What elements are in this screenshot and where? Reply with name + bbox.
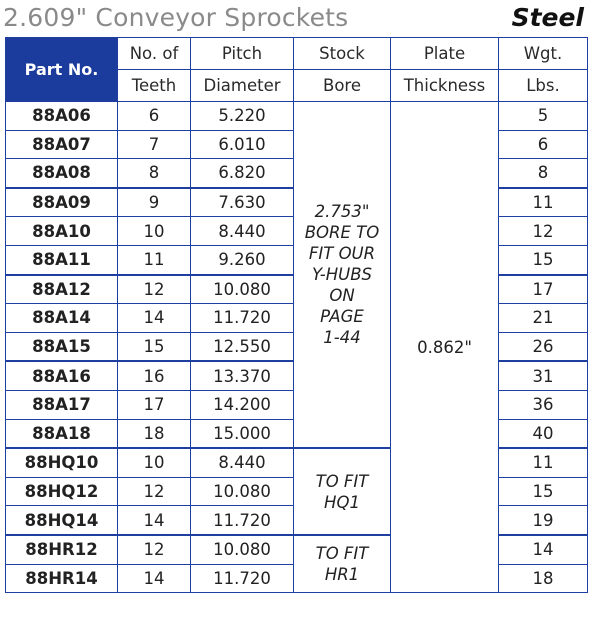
bore-note-line: BORE TO	[304, 223, 380, 243]
weight-lbs: 17	[499, 275, 588, 304]
title-row	[0, 0, 592, 36]
header-bore-line2: Bore	[294, 70, 391, 102]
header-pitch-line1: Pitch	[191, 38, 294, 70]
part-number: 88HR12	[6, 535, 118, 564]
weight-lbs: 31	[499, 361, 588, 390]
bore-note-a-series	[294, 102, 391, 449]
pitch-diameter: 5.220	[191, 102, 294, 131]
teeth-count: 14	[118, 564, 191, 593]
pitch-diameter: 6.820	[191, 159, 294, 188]
bore-note-line: PAGE	[320, 307, 364, 327]
pitch-diameter: 8.440	[191, 217, 294, 246]
teeth-count: 14	[118, 506, 191, 535]
bore-note-line: ON	[329, 286, 355, 306]
plate-thickness: 0.862"	[391, 102, 499, 593]
teeth-count: 6	[118, 102, 191, 131]
table-row	[6, 102, 588, 131]
weight-lbs: 8	[499, 159, 588, 188]
pitch-diameter: 11.720	[191, 506, 294, 535]
teeth-count: 12	[118, 275, 191, 304]
part-number: 88A06	[6, 102, 118, 131]
material-label: Steel	[511, 3, 584, 32]
pitch-diameter: 6.010	[191, 130, 294, 159]
teeth-count: 10	[118, 217, 191, 246]
weight-lbs: 36	[499, 390, 588, 419]
header-plate-line1: Plate	[391, 38, 499, 70]
pitch-diameter: 9.260	[191, 245, 294, 274]
pitch-diameter: 14.200	[191, 390, 294, 419]
sprocket-spec-table	[5, 37, 588, 593]
part-number: 88A09	[6, 188, 118, 217]
teeth-count: 12	[118, 477, 191, 506]
table-row	[6, 535, 588, 564]
bore-note-hq-series	[294, 448, 391, 535]
bore-note-line: 2.753"	[314, 202, 370, 222]
teeth-count: 7	[118, 130, 191, 159]
teeth-count: 14	[118, 304, 191, 333]
teeth-count: 16	[118, 361, 191, 390]
teeth-count: 10	[118, 448, 191, 477]
header-teeth-line2: Teeth	[118, 70, 191, 102]
header-weight-line2: Lbs.	[499, 70, 588, 102]
part-number: 88HQ10	[6, 448, 118, 477]
pitch-diameter: 15.000	[191, 419, 294, 448]
part-number: 88A12	[6, 275, 118, 304]
weight-lbs: 26	[499, 332, 588, 361]
pitch-diameter: 11.720	[191, 564, 294, 593]
bore-note-line: TO FIT	[315, 544, 369, 563]
weight-lbs: 11	[499, 188, 588, 217]
header-teeth-line1: No. of	[118, 38, 191, 70]
teeth-count: 8	[118, 159, 191, 188]
part-number: 88A18	[6, 419, 118, 448]
part-number: 88HR14	[6, 564, 118, 593]
weight-lbs: 21	[499, 304, 588, 333]
part-number: 88A11	[6, 245, 118, 274]
pitch-diameter: 7.630	[191, 188, 294, 217]
weight-lbs: 6	[499, 130, 588, 159]
pitch-diameter: 10.080	[191, 477, 294, 506]
part-number: 88HQ14	[6, 506, 118, 535]
header-bore-line1: Stock	[294, 38, 391, 70]
pitch-diameter: 13.370	[191, 361, 294, 390]
bore-note-line: HQ1	[324, 492, 360, 512]
pitch-diameter: 10.080	[191, 535, 294, 564]
weight-lbs: 11	[499, 448, 588, 477]
teeth-count: 15	[118, 332, 191, 361]
teeth-count: 17	[118, 390, 191, 419]
pitch-diameter: 11.720	[191, 304, 294, 333]
bore-note-line: 1-44	[323, 328, 361, 348]
part-number: 88A17	[6, 390, 118, 419]
pitch-diameter: 8.440	[191, 448, 294, 477]
part-number: 88A14	[6, 304, 118, 333]
header-plate-line2: Thickness	[391, 70, 499, 102]
weight-lbs: 40	[499, 419, 588, 448]
part-number: 88A15	[6, 332, 118, 361]
teeth-count: 12	[118, 535, 191, 564]
header-part-no: Part No.	[6, 38, 118, 102]
bore-note-line: Y-HUBS	[311, 265, 373, 285]
weight-lbs: 18	[499, 564, 588, 593]
part-number: 88HQ12	[6, 477, 118, 506]
weight-lbs: 14	[499, 535, 588, 564]
weight-lbs: 15	[499, 477, 588, 506]
weight-lbs: 15	[499, 245, 588, 274]
pitch-diameter: 10.080	[191, 275, 294, 304]
page-title: 2.609" Conveyor Sprockets	[3, 3, 349, 32]
bore-note-line: HR1	[324, 565, 360, 584]
bore-note-line: TO FIT	[315, 471, 369, 491]
teeth-count: 18	[118, 419, 191, 448]
part-number: 88A07	[6, 130, 118, 159]
part-number: 88A10	[6, 217, 118, 246]
bore-note-line: FIT OUR	[308, 244, 376, 264]
teeth-count: 9	[118, 188, 191, 217]
teeth-count: 11	[118, 245, 191, 274]
header-pitch-line2: Diameter	[191, 70, 294, 102]
pitch-diameter: 12.550	[191, 332, 294, 361]
weight-lbs: 12	[499, 217, 588, 246]
bore-note-hr-series	[294, 535, 391, 593]
part-number: 88A16	[6, 361, 118, 390]
table-row	[6, 448, 588, 477]
weight-lbs: 5	[499, 102, 588, 131]
header-weight-line1: Wgt.	[499, 38, 588, 70]
weight-lbs: 19	[499, 506, 588, 535]
part-number: 88A08	[6, 159, 118, 188]
